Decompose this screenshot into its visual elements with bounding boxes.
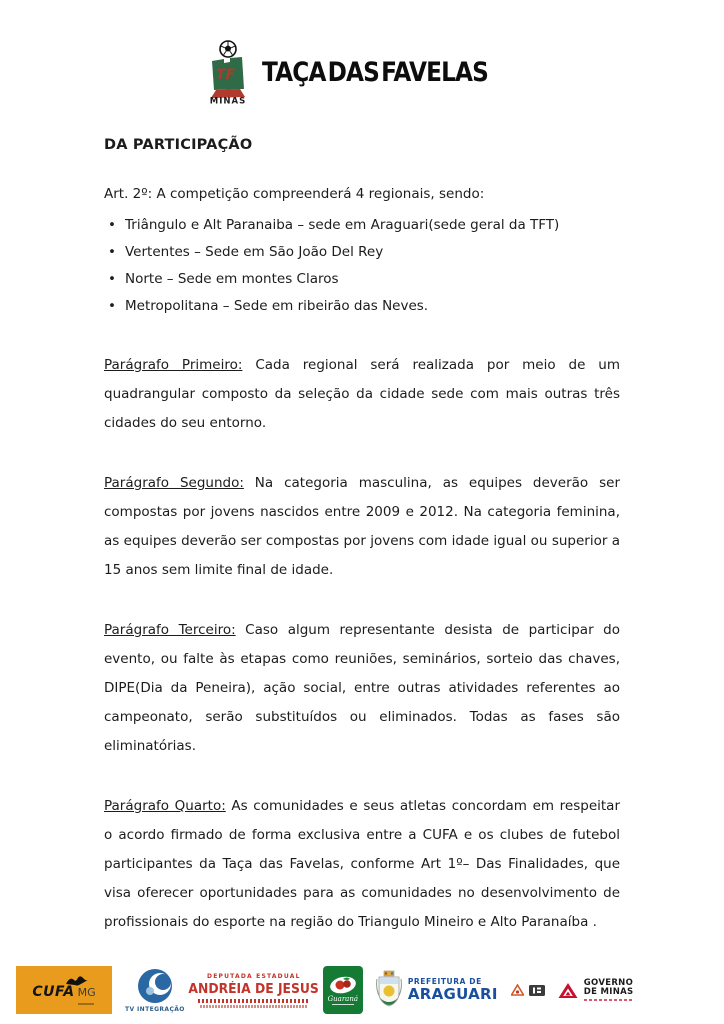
emblem-initials: TF [215,67,235,83]
list-item: • Triângulo e Alt Paranaiba – sede em Araguari(sede geral da TFT) [104,212,620,239]
list-item: • Vertentes – Sede em São João Del Rey [104,239,620,266]
deputada-title-label: DEPUTADA ESTADUAL [207,972,301,980]
governo-line1-label: GOVERNO [583,977,634,988]
araguari-line2-label: ARAGUARI [407,984,498,1003]
cufa-subtext-bar [78,1003,94,1005]
andreia-de-jesus-logo [188,972,320,1008]
list-item: • Norte – Sede em montes Claros [104,266,620,293]
tv-integracao-icon [137,968,173,1004]
regional-list [104,212,620,320]
tv-integracao-label: TV INTEGRAÇÃO [125,1005,185,1013]
document-body [104,137,620,937]
minas-triangle-icon [558,982,578,999]
governo-de-minas-logo [558,979,634,1002]
governo-subtext-bar [584,999,634,1002]
paragraph-quarto [104,792,620,937]
guarana-logo [323,966,363,1014]
paragraph-terceiro [104,616,620,761]
paragraph-lead: Parágrafo Primeiro: [104,357,243,373]
section-heading: DA PARTICIPAÇÃO [104,137,253,153]
araguari-line1-label: PREFEITURA DE [407,976,482,986]
araguari-crest-icon [376,969,402,1011]
prefeitura-araguari-logo [376,969,498,1011]
tv-integracao-logo [125,968,185,1013]
header-logo [0,0,724,104]
list-item: • Metropolitana – Sede em ribeirão das Neves. [104,293,620,320]
paragraph-lead: Parágrafo Terceiro: [104,622,236,638]
paragraph-text: As comunidades e seus atletas concordam em respeitar o acordo firmado de forma exclusiva entre a CUFA e os clubes de futebol participantes da Taça das Favelas, conforme Art 1º– Das Finalidades, que visa oferecer oportunidades para as comunidades no desenvolvimento de profissionais do esporte na região do Triangulo Mineiro e Alto Paranaíba . [104,798,620,930]
dotted-band [198,999,310,1003]
guarana-rule [332,1004,354,1005]
guarana-label: Guaraná [327,994,359,1003]
paragraph-text: Cada regional será realizada por meio de um quadrangular composto da seleção da cidade sede com mais outras três cidades do seu entorno. [104,357,620,431]
paragraph-lead: Parágrafo Segundo: [104,475,244,491]
triangle-emblem-icon [511,984,524,996]
soccer-ball-icon [220,41,236,57]
small-emblems [511,984,545,996]
paragraph-segundo [104,469,620,585]
emblem-region-label: MINAS [209,96,246,104]
castle-shape-icon [211,57,245,98]
dotted-band [200,1005,308,1008]
paragraph-primeiro [104,351,620,438]
governo-line2-label: DE MINAS [583,986,634,997]
tf-minas-emblem-icon [200,40,254,104]
sponsor-footer [16,966,634,1014]
article-line: Art. 2º: A competição compreenderá 4 regionais, sendo: [104,186,485,202]
paragraph-text: Caso algum representante desista de participar do evento, ou falte às etapas como reuniões, seminários, sorteio das chaves, DIPE(Dia da Peneira), ação social, entre outras atividades referentes ao campeonato, serão substituídos ou eliminados. Todas as fases são eliminatórias. [104,622,620,754]
cufa-region-label: MG [77,986,96,999]
paragraph-lead: Parágrafo Quarto: [104,798,226,814]
logo-wordmark: TAÇA DAS FAVELAS [261,56,488,88]
paragraph-text: Na categoria masculina, as equipes deverão ser compostas por jovens nascidos entre 2009 e 2012. Na categoria feminina, as equipes deverão ser compostas por jovens com idade igual ou superior a 15 anos sem limite final de idade. [104,475,620,578]
guarana-fruit-icon [329,976,357,994]
cufa-name-label: CUFA [32,984,75,1000]
dark-emblem-icon [529,985,545,996]
deputada-name-label: ANDRÉIA DE JESUS [188,981,320,997]
cufa-mg-logo [16,966,112,1014]
